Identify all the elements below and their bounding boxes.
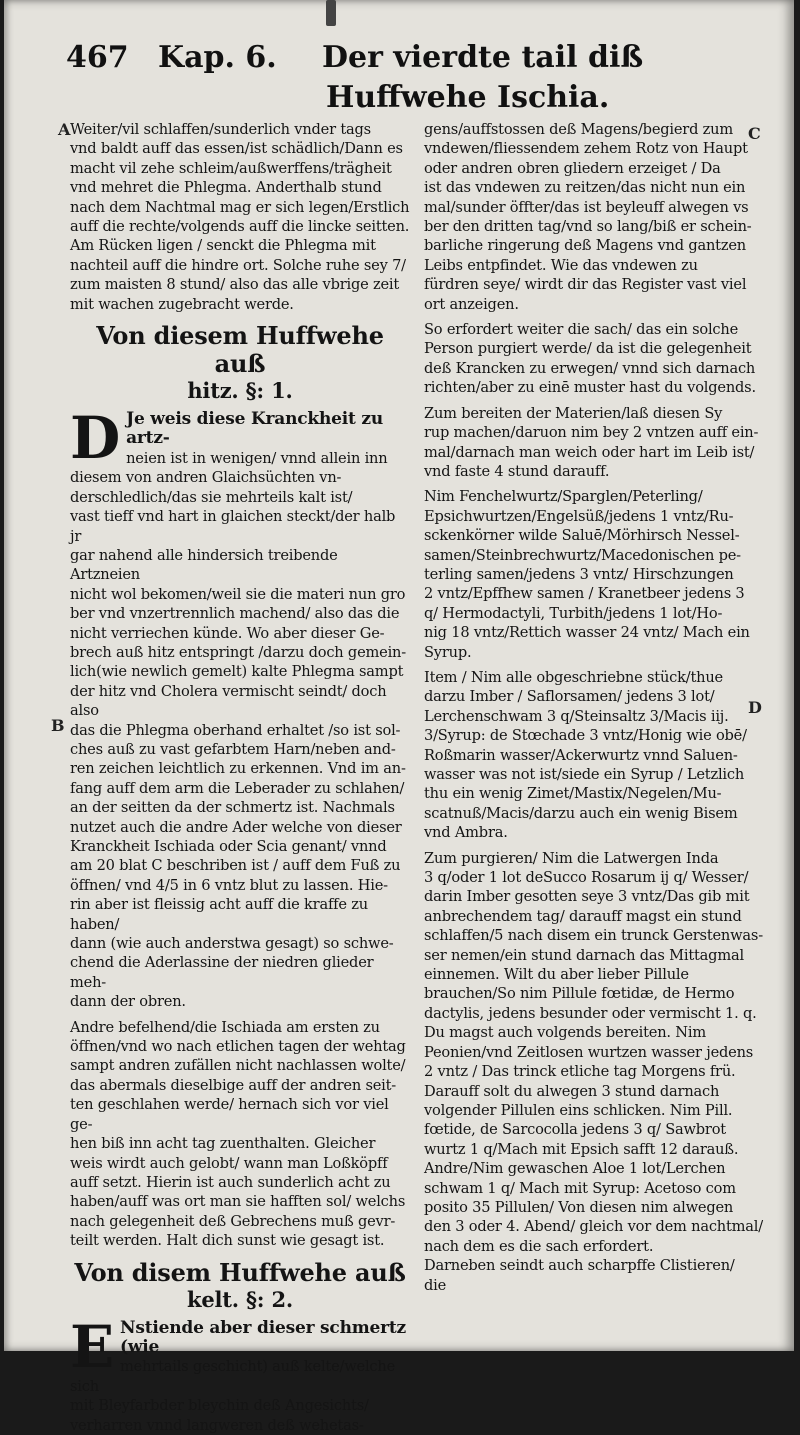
- margin-letter-b: B: [51, 716, 65, 735]
- section-1-title: Von diesem Huffwehe auß: [96, 321, 384, 379]
- left-paragraph-2-lead: Je weis diese Kranckheit zu artz-: [126, 409, 384, 449]
- ink-blot: [326, 0, 336, 26]
- part-title: Der vierdte tail diß: [322, 40, 644, 75]
- right-paragraph-6: Zum purgieren/ Nim die Latwergen Inda 3 q/oder 1 lot deSucco Rosarum ij q/ Wesser/ darin Imber gesotten seye 3 vntz/Das gib mit anbrechendem tag/ darauff magst ein stund schlaffen/5 nach disem ein trunck Gerstenwas- ser nemen/ein stund darnach das Mittagmal einnemen. Wilt du aber lieber Pillule brauchen/So nim Pillule fœtidæ, de Hermo dactylis, jedens besunder oder vermischt 1. q.: [424, 849, 763, 1022]
- section-1-body: [70, 404, 410, 1012]
- book-page: [4, 0, 794, 1434]
- page-subtitle: Huffwehe Ischia.: [326, 80, 610, 115]
- right-column: [424, 120, 772, 1295]
- margin-letter-a: A: [58, 120, 71, 139]
- drop-cap-d: D: [70, 404, 121, 473]
- margin-letter-c: C: [748, 124, 761, 143]
- right-paragraph-1: gens/auffstossen deß Magens/begierd zum vndewen/fliessendem zehem Rotz von Haupt oder andren obren gliedern erzeiget / Da ist das vndewen zu reitzen/das nicht nun ein mal/sunder öffter/das ist beyleuff alwegen vs ber den dritten tag/vnd so lang/biß er schein- barliche ringerung deß Magens vnd gantzen Leibs entpfindet. Wie das vndewen zu fürdren seye/ wirdt dir das Register vast viel ort anzeigen.: [424, 121, 752, 313]
- right-paragraph-3: Zum bereiten der Materien/laß diesen Sy rup machen/daruon nim bey 2 vntzen auff ein- mal/darnach man weich oder hart im Leib ist/ vnd faste 4 stund darauff.: [424, 404, 759, 480]
- right-paragraph-7: Du magst auch volgends bereiten. Nim Peonien/vnd Zeitlosen wurtzen wasser jedens 2 vntz / Das trinck etliche tag Morgens frü.: [424, 1024, 754, 1081]
- right-paragraph-10: Darneben seindt auch scharpffe Clistieren/ die: [424, 1257, 735, 1294]
- chapter-label: Kap. 6.: [158, 40, 277, 75]
- running-header: [66, 36, 766, 80]
- left-column: [70, 120, 410, 1435]
- margin-letter-d: D: [748, 698, 762, 717]
- section-2-subtitle: kelt. §: 2.: [187, 1286, 293, 1312]
- right-paragraph-2: So erfordert weiter die sach/ das ein solche Person purgiert werde/ da ist die gelegenheit deß Krancken zu erwegen/ vnnd sich darnach richten/aber zu einē muster hast du volgends.: [424, 321, 756, 397]
- left-paragraph-1: Weiter/vil schlaffen/sunderlich vnder tags vnd baldt auff das essen/ist schädlich/Dann es macht vil zehe schleim/außwerffens/trägheit vnd mehret die Phlegma. Anderthalb stund nach dem Nachtmal mag er sich legen/Erstlich auff die rechte/volgends auff die lincke seitten. Am Rücken ligen / senckt die Phlegma mit nachteil auff die hindre ort. Solche ruhe sey 7/ zum maisten 8 stund/ also das alle vbrige zeit mit wachen zugebracht werde.: [70, 121, 410, 313]
- section-1-subtitle: hitz. §: 1.: [187, 378, 293, 404]
- right-paragraph-4: Nim Fenchelwurtz/Sparglen/Peterling/ Epsichwurtzen/Engelsüß/jedens 1 vntz/Ru- sckenkörner wilde Saluē/Mörhirsch Nessel- samen/Steinbrechwurtz/Macedonischen pe- terling samen/jedens 3 vntz/ Hirschzungen 2 vntz/Epffhew samen / Kranetbeer jedens 3 q/ Hermodactyli, Turbith/jedens 1 lot/Ho- nig 18 vntz/Rettich wasser 24 vntz/ Mach ein Syrup.: [424, 488, 750, 661]
- drop-cap-e: E: [70, 1312, 115, 1381]
- left-paragraph-3: Andre befelhend/die Ischiada am ersten zu öffnen/vnd wo nach etlichen tagen der wehtag sampt andren zufällen nicht nachlassen wolte/ das abermals dieselbige auff der andren seit- ten geschlahen werde/ hernach sich vor viel ge- hen biß inn acht tag zuenthalten. Gleicher weis wirdt auch gelobt/ wann man Loßköpff auff setzt. Hierin ist auch sunderlich acht zu haben/auff was ort man sie hafften sol/ welchs nach gelegenheit deß Gebrechens muß gevr- teilt werden. Halt dich sunst wie gesagt ist.: [70, 1018, 406, 1250]
- section-2-title: Von disem Huffwehe auß: [74, 1257, 406, 1287]
- page-number: 467: [66, 40, 129, 75]
- right-paragraph-8: Darauff solt du alwegen 3 stund darnach volgender Pillulen eins schlicken. Nim Pill. fœtide, de Sarcocolla jedens 3 q/ Sawbrot wurtz 1 q/Mach mit Epsich safft 12 darauß.: [424, 1082, 739, 1158]
- left-paragraph-2: neien ist in wenigen/ vnnd allein inn diesem von andren Glaichsüchten vn- derschledlich/das sie mehrteils kalt ist/ vast tieff vnd hart in glaichen steckt/der halb jr gar nahend alle hindersich treibende Artzneien nicht wol bekomen/weil sie die materi nun gro ber vnd vnzertrennlich machend/ also das die nicht verriechen künde. Wo aber dieser Ge- brech auß hitz entspringt /darzu doch gemein- lich(wie newlich gemelt) kalte Phlegma sampt der hitz vnd Cholera vermischt seindt/ doch also das die Phlegma oberhand erhaltet /so ist sol- ches auß zu vast gefarbtem Harn/neben and- ren zeichen leichtlich zu erkennen. Vnd im an- fang auff dem arm die Leberader zu schlahen/ an der seitten da der schmertz ist. Nachmals nutzet auch die andre Ader welche von dieser Kranckheit Ischiada oder Scia genant/ vnnd am 20 blat C beschriben ist / auff dem Fuß zu öffnen/ vnd 4/5 in 6 vntz blut zu lassen. Hie- rin aber ist fleissig acht auff die kraffe zu haben/ dann (wie auch anderstwa gesagt) so schwe- chend die Aderlassine der niedren glieder meh- dann der obren.: [70, 449, 406, 1011]
- left-paragraph-4-lead: Nstiende aber dieser schmertz (wie: [120, 1317, 406, 1357]
- right-paragraph-9: Andre/Nim gewaschen Aloe 1 lot/Lerchen schwam 1 q/ Mach mit Syrup: Acetoso com posito 35 Pillulen/ Von diesen nim alwegen den 3 oder 4. Abend/ gleich vor dem nachtmal/ nach dem es die sach erfordert.: [424, 1160, 763, 1255]
- section-2-body: [70, 1312, 410, 1435]
- left-paragraph-4: mehrtails geschicht) auß kelte/welche sich mit Bleyfarbder bleychin deß Angesichts/ verharren vnnd langweren deß wehetas-: [70, 1358, 396, 1434]
- right-paragraph-5: Item / Nim alle obgeschriebne stück/thue darzu Imber / Saflorsamen/ jedens 3 lot/ Lerchenschwam 3 q/Steinsaltz 3/Macis iij. 3/Syrup: de Stœchade 3 vntz/Honig wie obē/ Roßmarin wasser/Ackerwurtz vnnd Saluen- wasser was not ist/siede ein Syrup / Letzlich thu ein wenig Zimet/Mastix/Negelen/Mu- scatnuß/Macis/darzu auch ein wenig Bisem vnd Ambra.: [424, 668, 747, 842]
